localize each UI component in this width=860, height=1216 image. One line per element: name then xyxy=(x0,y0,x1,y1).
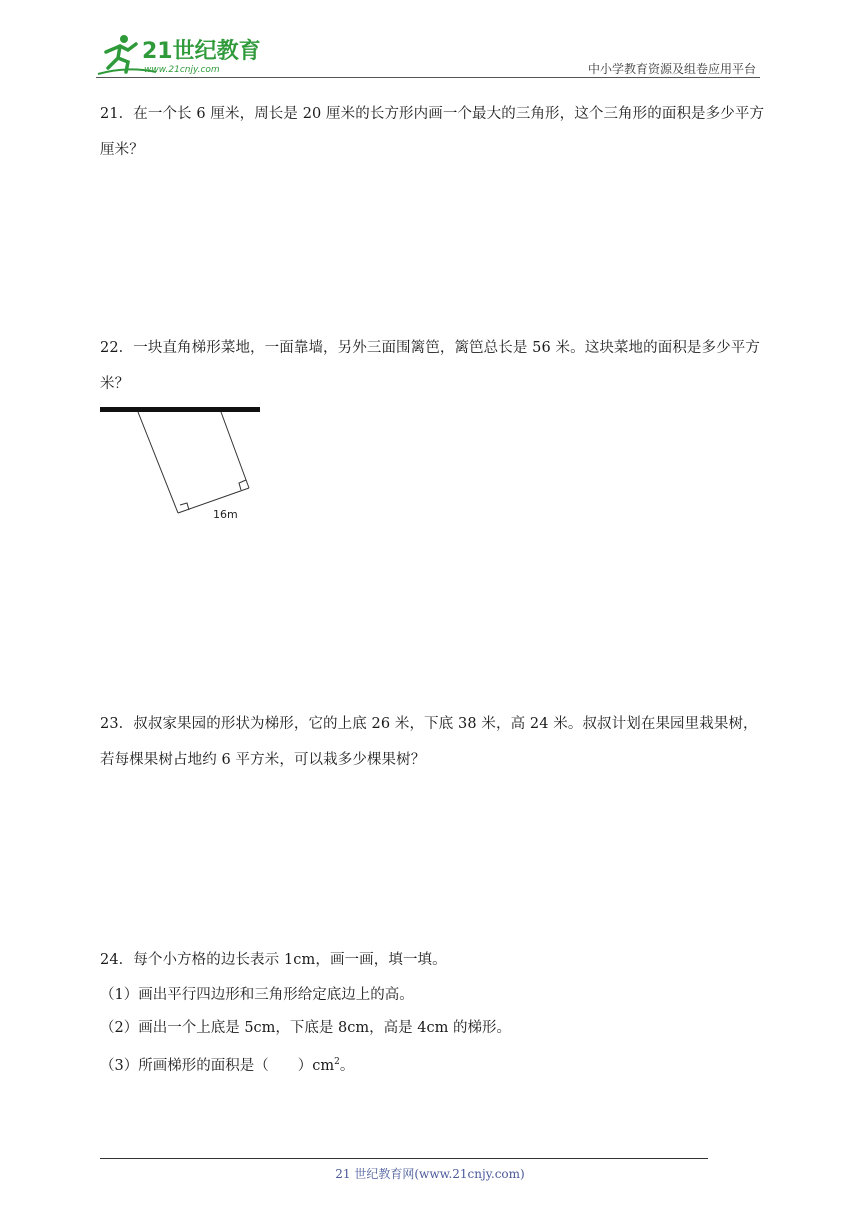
question-23 xyxy=(100,706,765,778)
logo-url: www.21cnjy.com xyxy=(144,65,220,75)
bottom-length-label: 16m xyxy=(213,508,238,521)
question-24-part-2: （2）画出一个上底是 5cm，下底是 8cm，高是 4cm 的梯形。 xyxy=(100,1020,511,1036)
header-platform-text: 中小学教育资源及组卷应用平台 xyxy=(587,62,756,76)
question-21-text: 21．在一个长 6 厘米，周长是 20 厘米的长方形内画一个最大的三角形，这个三角形的面积是多少平方厘米？ xyxy=(100,106,765,158)
question-24-text: 24．每个小方格的边长表示 1cm，画一画，填一填。 xyxy=(100,952,447,968)
question-24-part-3-prefix: （3）所画梯形的面积是（ ）cm xyxy=(100,1057,335,1074)
footer-divider xyxy=(100,1158,708,1159)
question-23-text: 23．叔叔家果园的形状为梯形，它的上底 26 米，下底 38 米，高 24 米。叔叔计划在果园里栽果树，若每棵果树占地约 6 平方米，可以栽多少棵果树？ xyxy=(100,716,758,768)
right-angle-mark-left xyxy=(180,503,189,510)
question-22 xyxy=(100,330,765,402)
footer-text: 21 世纪教育网(www.21cnjy.com) xyxy=(335,1167,525,1181)
question-24 xyxy=(100,942,765,978)
logo-text: 21世纪教育 xyxy=(142,39,261,64)
question-21 xyxy=(100,96,765,168)
question-22-text: 22．一块直角梯形菜地，一面靠墙，另外三面围篱笆，篱笆总长是 56 米。这块菜地的面积是多少平方米？ xyxy=(100,340,760,392)
wall xyxy=(100,407,260,412)
trapezoid-right-side xyxy=(221,412,249,488)
question-24-part-3 xyxy=(100,1052,354,1076)
right-angle-mark-right xyxy=(239,480,246,490)
question-24-part-1: （1）画出平行四边形和三角形给定底边上的高。 xyxy=(100,987,414,1003)
trapezoid-left-side xyxy=(138,412,178,513)
page-header xyxy=(0,0,860,82)
squared-exponent: 2 xyxy=(334,1057,340,1067)
trapezoid-figure xyxy=(100,398,270,528)
logo xyxy=(96,30,266,78)
question-24-part-3-suffix: 。 xyxy=(339,1057,355,1074)
header-divider xyxy=(96,77,760,78)
